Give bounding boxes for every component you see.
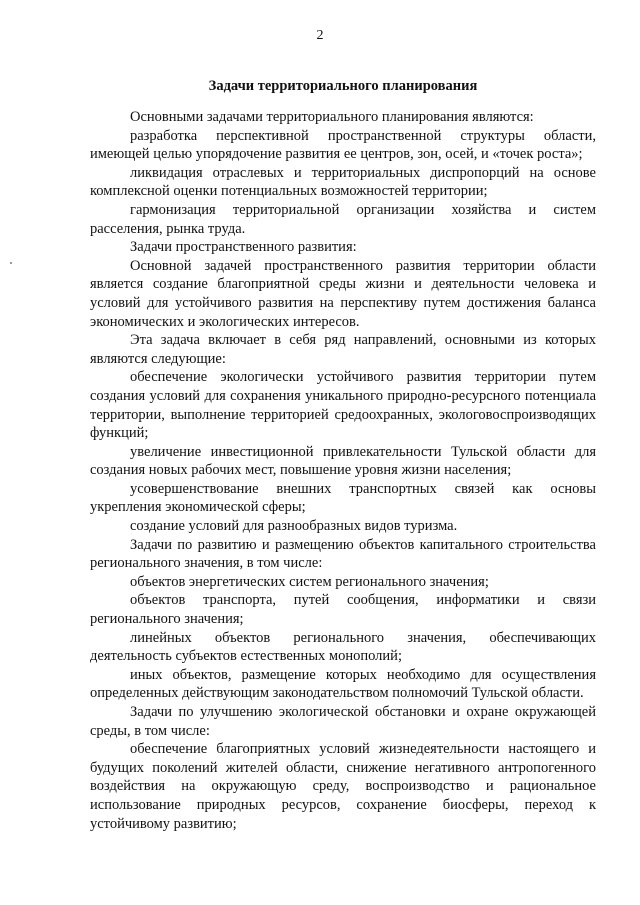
section-title: Задачи территориального планирования <box>208 78 478 94</box>
paragraph: разработка перспективной пространственной структуры области, имеющей целью упорядочение развития ее центров, зон, осей, и «точек роста»; <box>90 127 596 163</box>
paragraph: увеличение инвестиционной привлекательности Тульской области для создания новых рабочих мест, повышение уровня жизни населения; <box>90 443 596 479</box>
paragraph: иных объектов, размещение которых необходимо для осуществления определенных действующим законодательством полномочий Тульской области. <box>90 666 596 702</box>
paragraph: гармонизация территориальной организации хозяйства и систем расселения, рынка труда. <box>90 201 596 237</box>
paragraph: Задачи по улучшению экологической обстановки и охране окружающей среды, в том числе: <box>90 704 596 739</box>
paragraph: объектов энергетических систем регионального значения; <box>130 573 489 590</box>
paragraph: Задачи по развитию и размещению объектов капитального строительства регионального значения, в том числе: <box>90 536 596 572</box>
scan-speck <box>10 262 12 264</box>
document-body <box>90 108 596 833</box>
paragraph: ликвидация отраслевых и территориальных диспропорций на основе комплексной оценки потенциальных возможностей территории; <box>90 164 596 200</box>
paragraph: Эта задача включает в себя ряд направлений, основными из которых являются следующие: <box>90 332 596 367</box>
paragraph: обеспечение благоприятных условий жизнедеятельности настоящего и будущих поколений жителей области, снижение негативного антропогенного воздействия на окружающую среду, воспроизводство и рациональное использование природных ресурсов, сохранение биосферы, переход к устойчивому развитию; <box>90 741 596 832</box>
paragraph: Основной задачей пространственного развития территории области является создание благоприятной среды жизни и деятельности человека и условий для устойчивого развития на перспективу путем достижения баланса экономических и экологических интересов. <box>90 257 596 330</box>
paragraph: объектов транспорта, путей сообщения, информатики и связи регионального значения; <box>90 592 596 628</box>
page-number: 2 <box>316 28 324 43</box>
paragraph: обеспечение экологически устойчивого развития территории путем создания условий для сохранения уникального природно-ресурсного потенциала территории, выполнение территорией средоохранных, экологовоспроизводящих функций; <box>90 369 596 442</box>
paragraph: Задачи пространственного развития: <box>130 239 357 256</box>
paragraph: линейных объектов регионального значения, обеспечивающих деятельность субъектов естественных монополий; <box>90 629 596 665</box>
paragraph: создание условий для разнообразных видов туризма. <box>130 518 458 535</box>
paragraph: Основными задачами территориального планирования являются: <box>130 109 534 125</box>
paragraph: усовершенствование внешних транспортных связей как основы укрепления экономической сферы; <box>90 480 596 516</box>
